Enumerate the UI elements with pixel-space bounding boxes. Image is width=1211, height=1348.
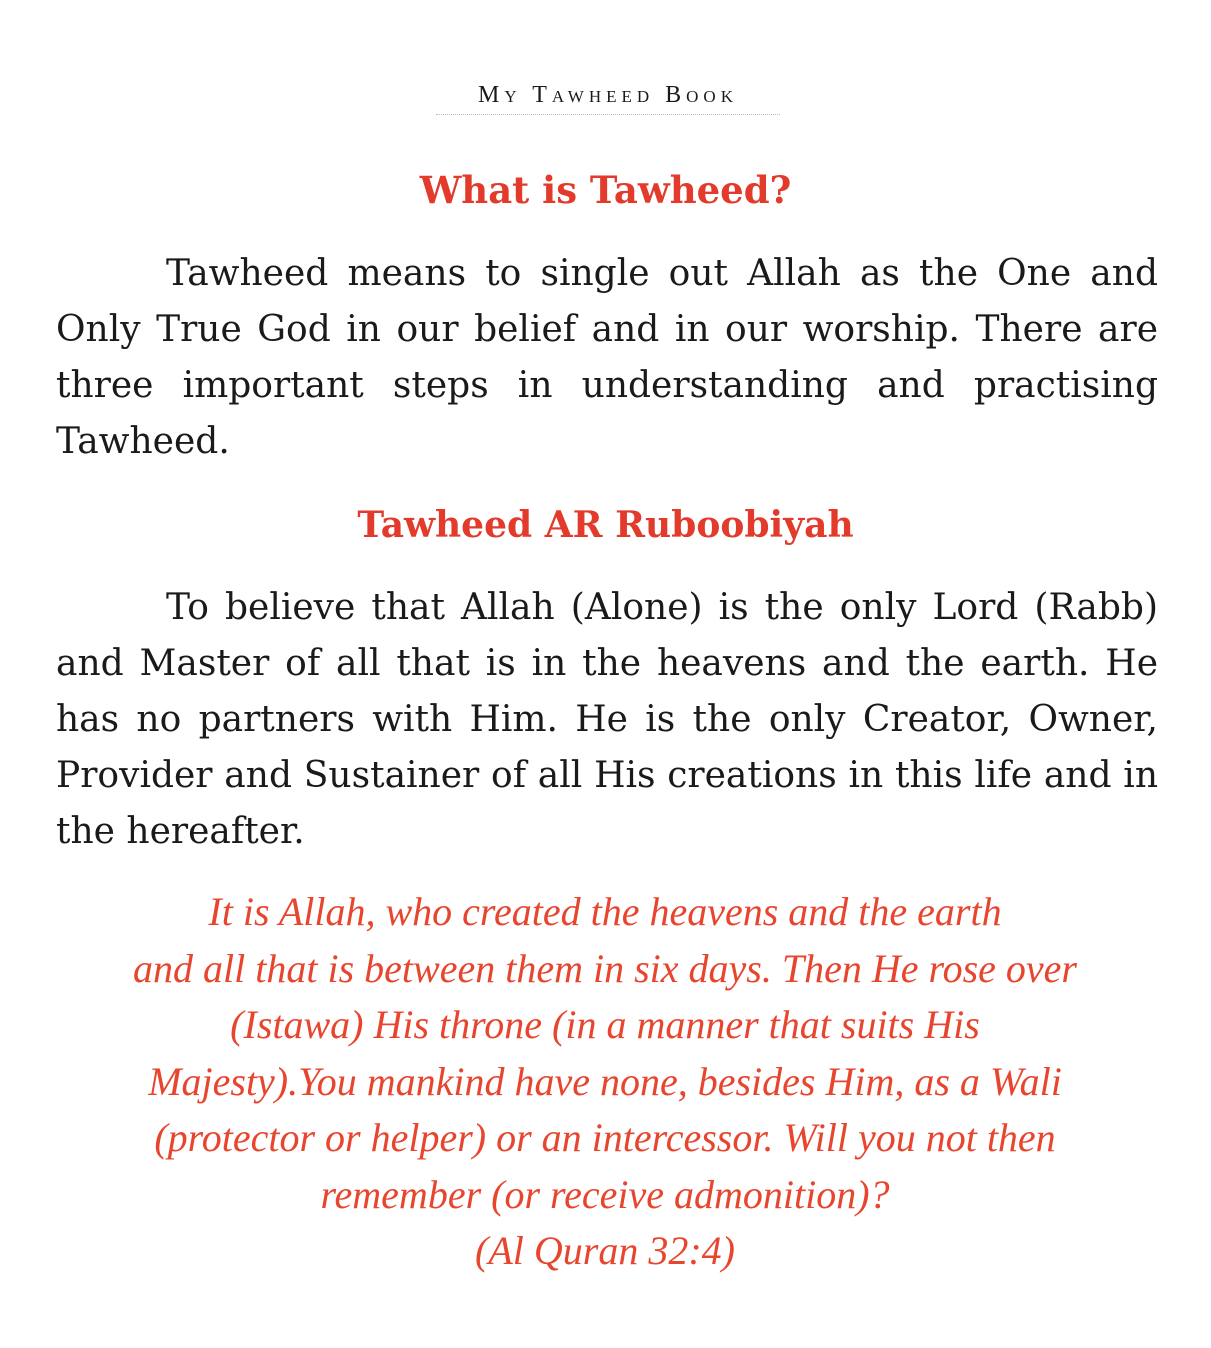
quote-citation: (Al Quran 32:4) [475,1228,735,1273]
quote-line: (Istawa) His throne (in a manner that suits His [230,1002,980,1047]
paragraph-tawheed-definition [56,246,1158,470]
running-head-rule [436,114,780,115]
quote-line: Majesty).You mankind have none, besides Him, as a Wali [148,1058,1062,1104]
quran-quote [50,884,1160,1280]
paragraph-text: To believe that Allah (Alone) is the only Lord (Rabb) and Master of all that is in the heavens and the earth. He has no partners with Him. He is the only Creator, Owner, Provider and Sustainer of all His creations in this life and in the hereafter. [56,587,1158,852]
quote-line: It is Allah, who created the heavens and the earth [208,889,1002,934]
section-heading-ruboobiyah: Tawheed AR Ruboobiyah [357,504,854,546]
paragraph-ruboobiyah-definition [56,580,1158,860]
running-head: My Tawheed Book [478,82,738,108]
paragraph-text: Tawheed means to single out Allah as the One and Only True God in our belief and in our worship. There are three important steps in understanding and practising Tawheed. [56,253,1158,462]
section-heading-what-is-tawheed: What is Tawheed? [419,168,792,212]
quote-line: remember (or receive admonition)? [320,1171,890,1217]
quote-line: (protector or helper) or an intercessor. Will you not then [154,1115,1056,1160]
quote-line: and all that is between them in six days. Then He rose over [133,945,1077,991]
